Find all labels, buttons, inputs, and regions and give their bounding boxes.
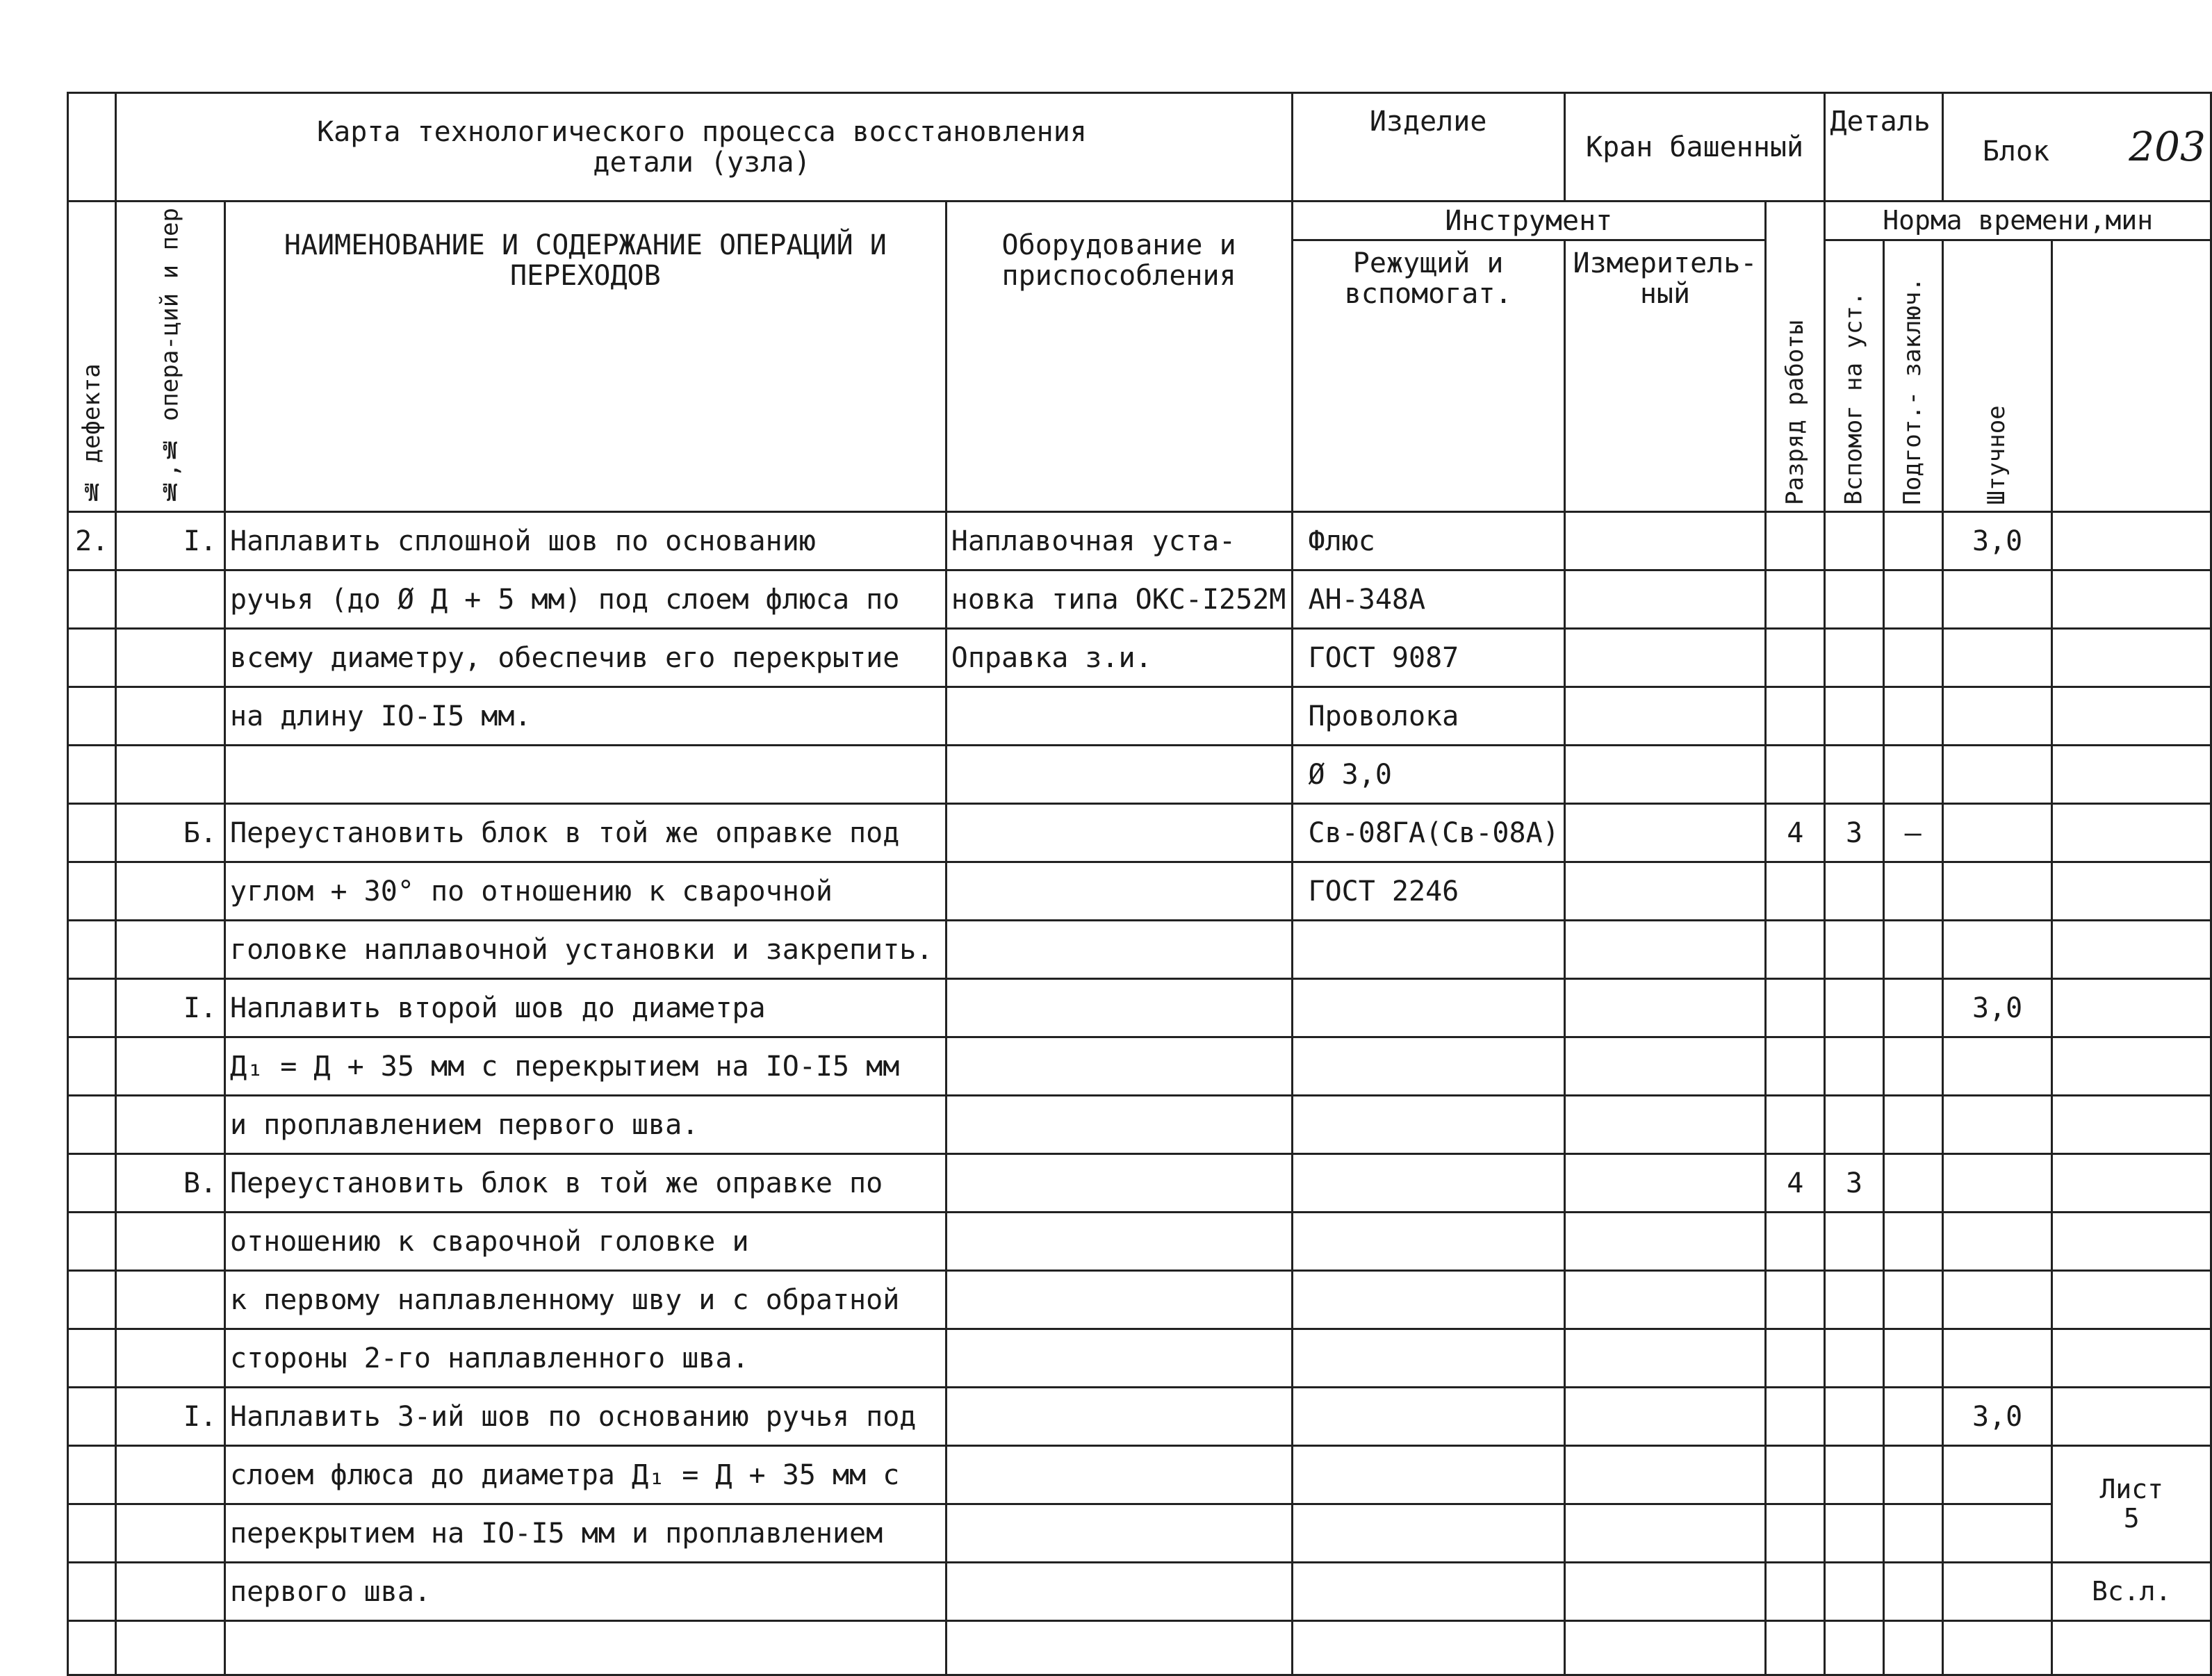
row-op-no xyxy=(116,746,225,804)
row-time-piece xyxy=(1942,921,2052,979)
col-tool-cutting: Режущий и вспомогат. xyxy=(1292,240,1564,512)
row-tool-measuring xyxy=(1564,979,1765,1037)
row-extra xyxy=(2052,687,2211,746)
row-time-prep xyxy=(1883,1329,1942,1388)
row-time-piece xyxy=(1942,1213,2052,1271)
part-value-cell xyxy=(1942,93,2211,202)
row-time-prep xyxy=(1883,1621,1942,1675)
row-grade xyxy=(1766,1621,1825,1675)
row-extra xyxy=(2052,512,2211,570)
col-time-piece: Штучное xyxy=(1942,240,2052,512)
row-time-aux xyxy=(1825,1329,1883,1388)
row-equipment xyxy=(946,687,1292,746)
row-time-piece xyxy=(1942,629,2052,687)
sheet-number: 5 xyxy=(2123,1502,2140,1534)
row-tool-measuring xyxy=(1564,1621,1765,1675)
row-tool-cutting: Флюс xyxy=(1292,512,1564,570)
row-extra xyxy=(2052,862,2211,921)
table-row xyxy=(68,862,2211,921)
table-row xyxy=(68,1213,2211,1271)
row-op-no: Б. xyxy=(116,804,225,862)
row-tool-measuring xyxy=(1564,804,1765,862)
row-defect-no xyxy=(68,804,116,862)
row-tool-cutting xyxy=(1292,1446,1564,1504)
row-time-prep xyxy=(1883,1213,1942,1271)
row-grade xyxy=(1766,1329,1825,1388)
row-time-piece xyxy=(1942,1096,2052,1154)
row-extra xyxy=(2052,1621,2211,1675)
column-header-row-1 xyxy=(68,202,2211,240)
row-op-no xyxy=(116,1096,225,1154)
row-extra xyxy=(2052,921,2211,979)
row-tool-cutting xyxy=(1292,979,1564,1037)
table-row xyxy=(68,1329,2211,1388)
row-time-piece xyxy=(1942,1563,2052,1621)
row-grade xyxy=(1766,921,1825,979)
row-grade xyxy=(1766,1446,1825,1504)
sheet-total-label: Вс.л. xyxy=(2092,1575,2172,1607)
table-row xyxy=(68,1504,2211,1563)
row-op-no xyxy=(116,570,225,629)
row-grade xyxy=(1766,570,1825,629)
row-operation-text: Наплавить второй шов до диаметра xyxy=(225,979,947,1037)
row-time-aux xyxy=(1825,1504,1883,1563)
row-tool-cutting xyxy=(1292,1096,1564,1154)
row-time-prep xyxy=(1883,746,1942,804)
row-operation-text: слоем флюса до диаметра Д₁ = Д + 35 мм с xyxy=(225,1446,947,1504)
row-time-aux xyxy=(1825,1271,1883,1329)
row-time-piece xyxy=(1942,1154,2052,1213)
row-defect-no xyxy=(68,1037,116,1096)
card-title-line2: детали (узла) xyxy=(593,146,811,179)
row-extra xyxy=(2052,1213,2211,1271)
row-defect-no: 2. xyxy=(68,512,116,570)
row-grade xyxy=(1766,1271,1825,1329)
row-op-no xyxy=(116,687,225,746)
row-op-no xyxy=(116,921,225,979)
row-tool-measuring xyxy=(1564,1154,1765,1213)
row-operation-text: Д₁ = Д + 35 мм с перекрытием на IO-I5 мм xyxy=(225,1037,947,1096)
table-row xyxy=(68,1621,2211,1675)
row-time-piece xyxy=(1942,1621,2052,1675)
row-equipment: Оправка з.и. xyxy=(946,629,1292,687)
row-operation-text: Наплавить 3-ий шов по основанию ручья под xyxy=(225,1388,947,1446)
sheet-total-cell xyxy=(2052,1563,2211,1621)
row-time-piece xyxy=(1942,570,2052,629)
row-tool-cutting xyxy=(1292,1271,1564,1329)
row-time-prep xyxy=(1883,1563,1942,1621)
product-value: Кран башенный xyxy=(1564,93,1825,202)
row-time-piece xyxy=(1942,1329,2052,1388)
table-row xyxy=(68,512,2211,570)
row-tool-measuring xyxy=(1564,862,1765,921)
col-equipment: Оборудование и приспособления xyxy=(946,202,1292,512)
row-time-aux xyxy=(1825,629,1883,687)
row-defect-no xyxy=(68,1096,116,1154)
row-equipment xyxy=(946,1213,1292,1271)
row-time-aux xyxy=(1825,921,1883,979)
row-operation-text: перекрытием на IO-I5 мм и проплавлением xyxy=(225,1504,947,1563)
product-label: Изделие xyxy=(1292,93,1564,202)
row-defect-no xyxy=(68,629,116,687)
row-time-prep xyxy=(1883,1388,1942,1446)
row-tool-cutting xyxy=(1292,1329,1564,1388)
process-card-table xyxy=(67,92,2212,1676)
row-extra xyxy=(2052,1154,2211,1213)
row-equipment xyxy=(946,1037,1292,1096)
row-time-aux xyxy=(1825,979,1883,1037)
col-operation: НАИМЕНОВАНИЕ И СОДЕРЖАНИЕ ОПЕРАЦИЙ И ПЕРЕХОДОВ xyxy=(225,202,947,512)
row-tool-cutting: Св-08ГА(Св-08А) xyxy=(1292,804,1564,862)
table-row xyxy=(68,1037,2211,1096)
row-defect-no xyxy=(68,1388,116,1446)
row-time-prep xyxy=(1883,921,1942,979)
row-tool-cutting xyxy=(1292,1563,1564,1621)
row-defect-no xyxy=(68,687,116,746)
row-grade xyxy=(1766,1504,1825,1563)
row-operation-text: стороны 2-го наплавленного шва. xyxy=(225,1329,947,1388)
table-row xyxy=(68,1096,2211,1154)
row-time-piece xyxy=(1942,1271,2052,1329)
sheet-number-cell xyxy=(2052,1446,2211,1563)
row-tool-cutting xyxy=(1292,1621,1564,1675)
row-time-aux xyxy=(1825,1563,1883,1621)
row-tool-measuring xyxy=(1564,1096,1765,1154)
block-number: 203 xyxy=(2129,122,2206,170)
row-grade xyxy=(1766,862,1825,921)
row-equipment xyxy=(946,1388,1292,1446)
row-grade xyxy=(1766,1096,1825,1154)
row-defect-no xyxy=(68,1329,116,1388)
row-tool-cutting: ГОСТ 9087 xyxy=(1292,629,1564,687)
row-tool-measuring xyxy=(1564,570,1765,629)
row-tool-measuring xyxy=(1564,1329,1765,1388)
row-tool-cutting xyxy=(1292,1037,1564,1096)
row-operation-text: отношению к сварочной головке и xyxy=(225,1213,947,1271)
row-time-aux xyxy=(1825,1621,1883,1675)
row-grade xyxy=(1766,629,1825,687)
row-defect-no xyxy=(68,746,116,804)
row-time-piece: 3,0 xyxy=(1942,512,2052,570)
row-time-prep xyxy=(1883,1504,1942,1563)
row-defect-no xyxy=(68,1446,116,1504)
row-op-no xyxy=(116,1271,225,1329)
row-time-aux xyxy=(1825,687,1883,746)
row-op-no xyxy=(116,862,225,921)
row-extra xyxy=(2052,1096,2211,1154)
table-row xyxy=(68,921,2211,979)
row-tool-cutting: ГОСТ 2246 xyxy=(1292,862,1564,921)
row-operation-text: всему диаметру, обеспечив его перекрытие xyxy=(225,629,947,687)
row-time-piece xyxy=(1942,1037,2052,1096)
title-corner xyxy=(68,93,116,202)
row-tool-measuring xyxy=(1564,1563,1765,1621)
table-row xyxy=(68,629,2211,687)
row-time-prep xyxy=(1883,570,1942,629)
row-op-no xyxy=(116,1504,225,1563)
row-time-aux: 3 xyxy=(1825,1154,1883,1213)
row-equipment xyxy=(946,804,1292,862)
row-tool-cutting xyxy=(1292,921,1564,979)
row-time-aux xyxy=(1825,570,1883,629)
col-grade: Разряд работы xyxy=(1766,202,1825,512)
row-time-aux xyxy=(1825,1388,1883,1446)
table-row xyxy=(68,979,2211,1037)
table-row xyxy=(68,1563,2211,1621)
row-tool-measuring xyxy=(1564,1388,1765,1446)
row-equipment xyxy=(946,862,1292,921)
row-time-aux xyxy=(1825,862,1883,921)
row-time-aux xyxy=(1825,1096,1883,1154)
table-row xyxy=(68,1388,2211,1446)
row-time-aux xyxy=(1825,1037,1883,1096)
row-defect-no xyxy=(68,1271,116,1329)
row-operation-text: к первому наплавленному шву и с обратной xyxy=(225,1271,947,1329)
col-defect-no: № дефекта xyxy=(68,202,116,512)
row-operation-text xyxy=(225,746,947,804)
row-extra xyxy=(2052,1037,2211,1096)
table-row xyxy=(68,687,2211,746)
row-equipment xyxy=(946,1329,1292,1388)
row-op-no xyxy=(116,629,225,687)
row-extra xyxy=(2052,1329,2211,1388)
row-operation-text: и проплавлением первого шва. xyxy=(225,1096,947,1154)
row-grade: 4 xyxy=(1766,1154,1825,1213)
row-tool-cutting xyxy=(1292,1213,1564,1271)
row-operation-text xyxy=(225,1621,947,1675)
row-tool-cutting: АН-348А xyxy=(1292,570,1564,629)
row-operation-text: ручья (до Ø Д + 5 мм) под слоем флюса по xyxy=(225,570,947,629)
row-defect-no xyxy=(68,862,116,921)
row-time-aux xyxy=(1825,512,1883,570)
row-operation-text: головке наплавочной установки и закрепить. xyxy=(225,921,947,979)
row-op-no xyxy=(116,1329,225,1388)
row-grade xyxy=(1766,1037,1825,1096)
row-defect-no xyxy=(68,1563,116,1621)
row-defect-no xyxy=(68,921,116,979)
row-extra xyxy=(2052,1271,2211,1329)
row-time-prep xyxy=(1883,1037,1942,1096)
row-time-prep xyxy=(1883,629,1942,687)
row-op-no xyxy=(116,1446,225,1504)
row-defect-no xyxy=(68,1504,116,1563)
row-tool-measuring xyxy=(1564,921,1765,979)
row-grade xyxy=(1766,512,1825,570)
row-defect-no xyxy=(68,1213,116,1271)
table-row xyxy=(68,570,2211,629)
row-time-aux xyxy=(1825,1213,1883,1271)
row-operation-text: Переустановить блок в той же оправке по xyxy=(225,1154,947,1213)
row-time-piece: 3,0 xyxy=(1942,1388,2052,1446)
row-tool-cutting xyxy=(1292,1388,1564,1446)
row-extra xyxy=(2052,570,2211,629)
row-tool-cutting xyxy=(1292,1504,1564,1563)
row-time-prep xyxy=(1883,687,1942,746)
row-equipment xyxy=(946,1446,1292,1504)
row-tool-measuring xyxy=(1564,1271,1765,1329)
row-equipment xyxy=(946,1154,1292,1213)
row-defect-no xyxy=(68,979,116,1037)
row-equipment xyxy=(946,1621,1292,1675)
row-op-no xyxy=(116,1213,225,1271)
sheet-label: Лист xyxy=(2099,1473,2163,1504)
row-time-prep xyxy=(1883,1271,1942,1329)
row-equipment xyxy=(946,1563,1292,1621)
row-time-prep xyxy=(1883,979,1942,1037)
row-time-piece xyxy=(1942,804,2052,862)
part-label: Деталь xyxy=(1825,93,1942,202)
row-time-piece xyxy=(1942,1504,2052,1563)
row-time-prep xyxy=(1883,512,1942,570)
row-time-prep xyxy=(1883,1096,1942,1154)
title-row xyxy=(68,93,2211,202)
row-operation-text: на длину IO-I5 мм. xyxy=(225,687,947,746)
row-tool-measuring xyxy=(1564,512,1765,570)
row-tool-measuring xyxy=(1564,1037,1765,1096)
row-extra xyxy=(2052,1388,2211,1446)
part-value: Блок xyxy=(1982,135,2050,167)
row-op-no: I. xyxy=(116,979,225,1037)
row-tool-measuring xyxy=(1564,1504,1765,1563)
card-title-line1: Карта технологического процесса восстановления xyxy=(317,115,1087,148)
row-extra xyxy=(2052,979,2211,1037)
row-grade xyxy=(1766,979,1825,1037)
row-extra xyxy=(2052,629,2211,687)
col-tool-group: Инструмент xyxy=(1292,202,1766,240)
row-tool-cutting: Проволока xyxy=(1292,687,1564,746)
row-tool-measuring xyxy=(1564,1213,1765,1271)
col-op-no: №,№ опера-ций и пер xyxy=(116,202,225,512)
col-time-aux: Вспомог на уст. xyxy=(1825,240,1883,512)
row-equipment xyxy=(946,1271,1292,1329)
row-op-no xyxy=(116,1563,225,1621)
row-tool-cutting xyxy=(1292,1154,1564,1213)
row-time-piece: 3,0 xyxy=(1942,979,2052,1037)
table-row xyxy=(68,804,2211,862)
row-equipment xyxy=(946,1096,1292,1154)
row-tool-measuring xyxy=(1564,746,1765,804)
table-row xyxy=(68,1446,2211,1504)
row-defect-no xyxy=(68,1154,116,1213)
col-tool-measuring: Измеритель-ный xyxy=(1564,240,1765,512)
row-equipment xyxy=(946,1504,1292,1563)
table-row xyxy=(68,1154,2211,1213)
row-equipment xyxy=(946,921,1292,979)
row-time-aux xyxy=(1825,746,1883,804)
row-grade xyxy=(1766,746,1825,804)
row-grade: 4 xyxy=(1766,804,1825,862)
row-tool-measuring xyxy=(1564,1446,1765,1504)
row-equipment: новка типа ОКС-I252М xyxy=(946,570,1292,629)
row-time-prep xyxy=(1883,1154,1942,1213)
row-grade xyxy=(1766,687,1825,746)
table-row xyxy=(68,1271,2211,1329)
col-time-prep: Подгот.- заключ. xyxy=(1883,240,1942,512)
row-op-no: I. xyxy=(116,512,225,570)
row-time-piece xyxy=(1942,746,2052,804)
row-defect-no xyxy=(68,1621,116,1675)
row-operation-text: Наплавить сплошной шов по основанию xyxy=(225,512,947,570)
row-equipment xyxy=(946,979,1292,1037)
row-equipment: Наплавочная уста- xyxy=(946,512,1292,570)
row-time-piece xyxy=(1942,862,2052,921)
row-op-no xyxy=(116,1621,225,1675)
card-title xyxy=(116,93,1292,202)
operations-body xyxy=(68,512,2211,1675)
row-op-no: I. xyxy=(116,1388,225,1446)
row-operation-text: первого шва. xyxy=(225,1563,947,1621)
row-time-prep xyxy=(1883,862,1942,921)
row-time-prep xyxy=(1883,1446,1942,1504)
col-extra xyxy=(2052,240,2211,512)
row-time-piece xyxy=(1942,1446,2052,1504)
row-grade xyxy=(1766,1213,1825,1271)
row-operation-text: углом + 30° по отношению к сварочной xyxy=(225,862,947,921)
row-time-prep: – xyxy=(1883,804,1942,862)
row-time-piece xyxy=(1942,687,2052,746)
row-tool-measuring xyxy=(1564,687,1765,746)
row-defect-no xyxy=(68,570,116,629)
table-row xyxy=(68,746,2211,804)
row-tool-measuring xyxy=(1564,629,1765,687)
row-extra xyxy=(2052,804,2211,862)
row-grade xyxy=(1766,1388,1825,1446)
row-equipment xyxy=(946,746,1292,804)
row-op-no xyxy=(116,1037,225,1096)
col-time-group: Норма времени,мин xyxy=(1825,202,2211,240)
row-extra xyxy=(2052,746,2211,804)
row-op-no: В. xyxy=(116,1154,225,1213)
row-tool-cutting: Ø 3,0 xyxy=(1292,746,1564,804)
row-grade xyxy=(1766,1563,1825,1621)
row-time-aux: 3 xyxy=(1825,804,1883,862)
row-time-aux xyxy=(1825,1446,1883,1504)
row-operation-text: Переустановить блок в той же оправке под xyxy=(225,804,947,862)
process-card xyxy=(67,92,2212,1676)
